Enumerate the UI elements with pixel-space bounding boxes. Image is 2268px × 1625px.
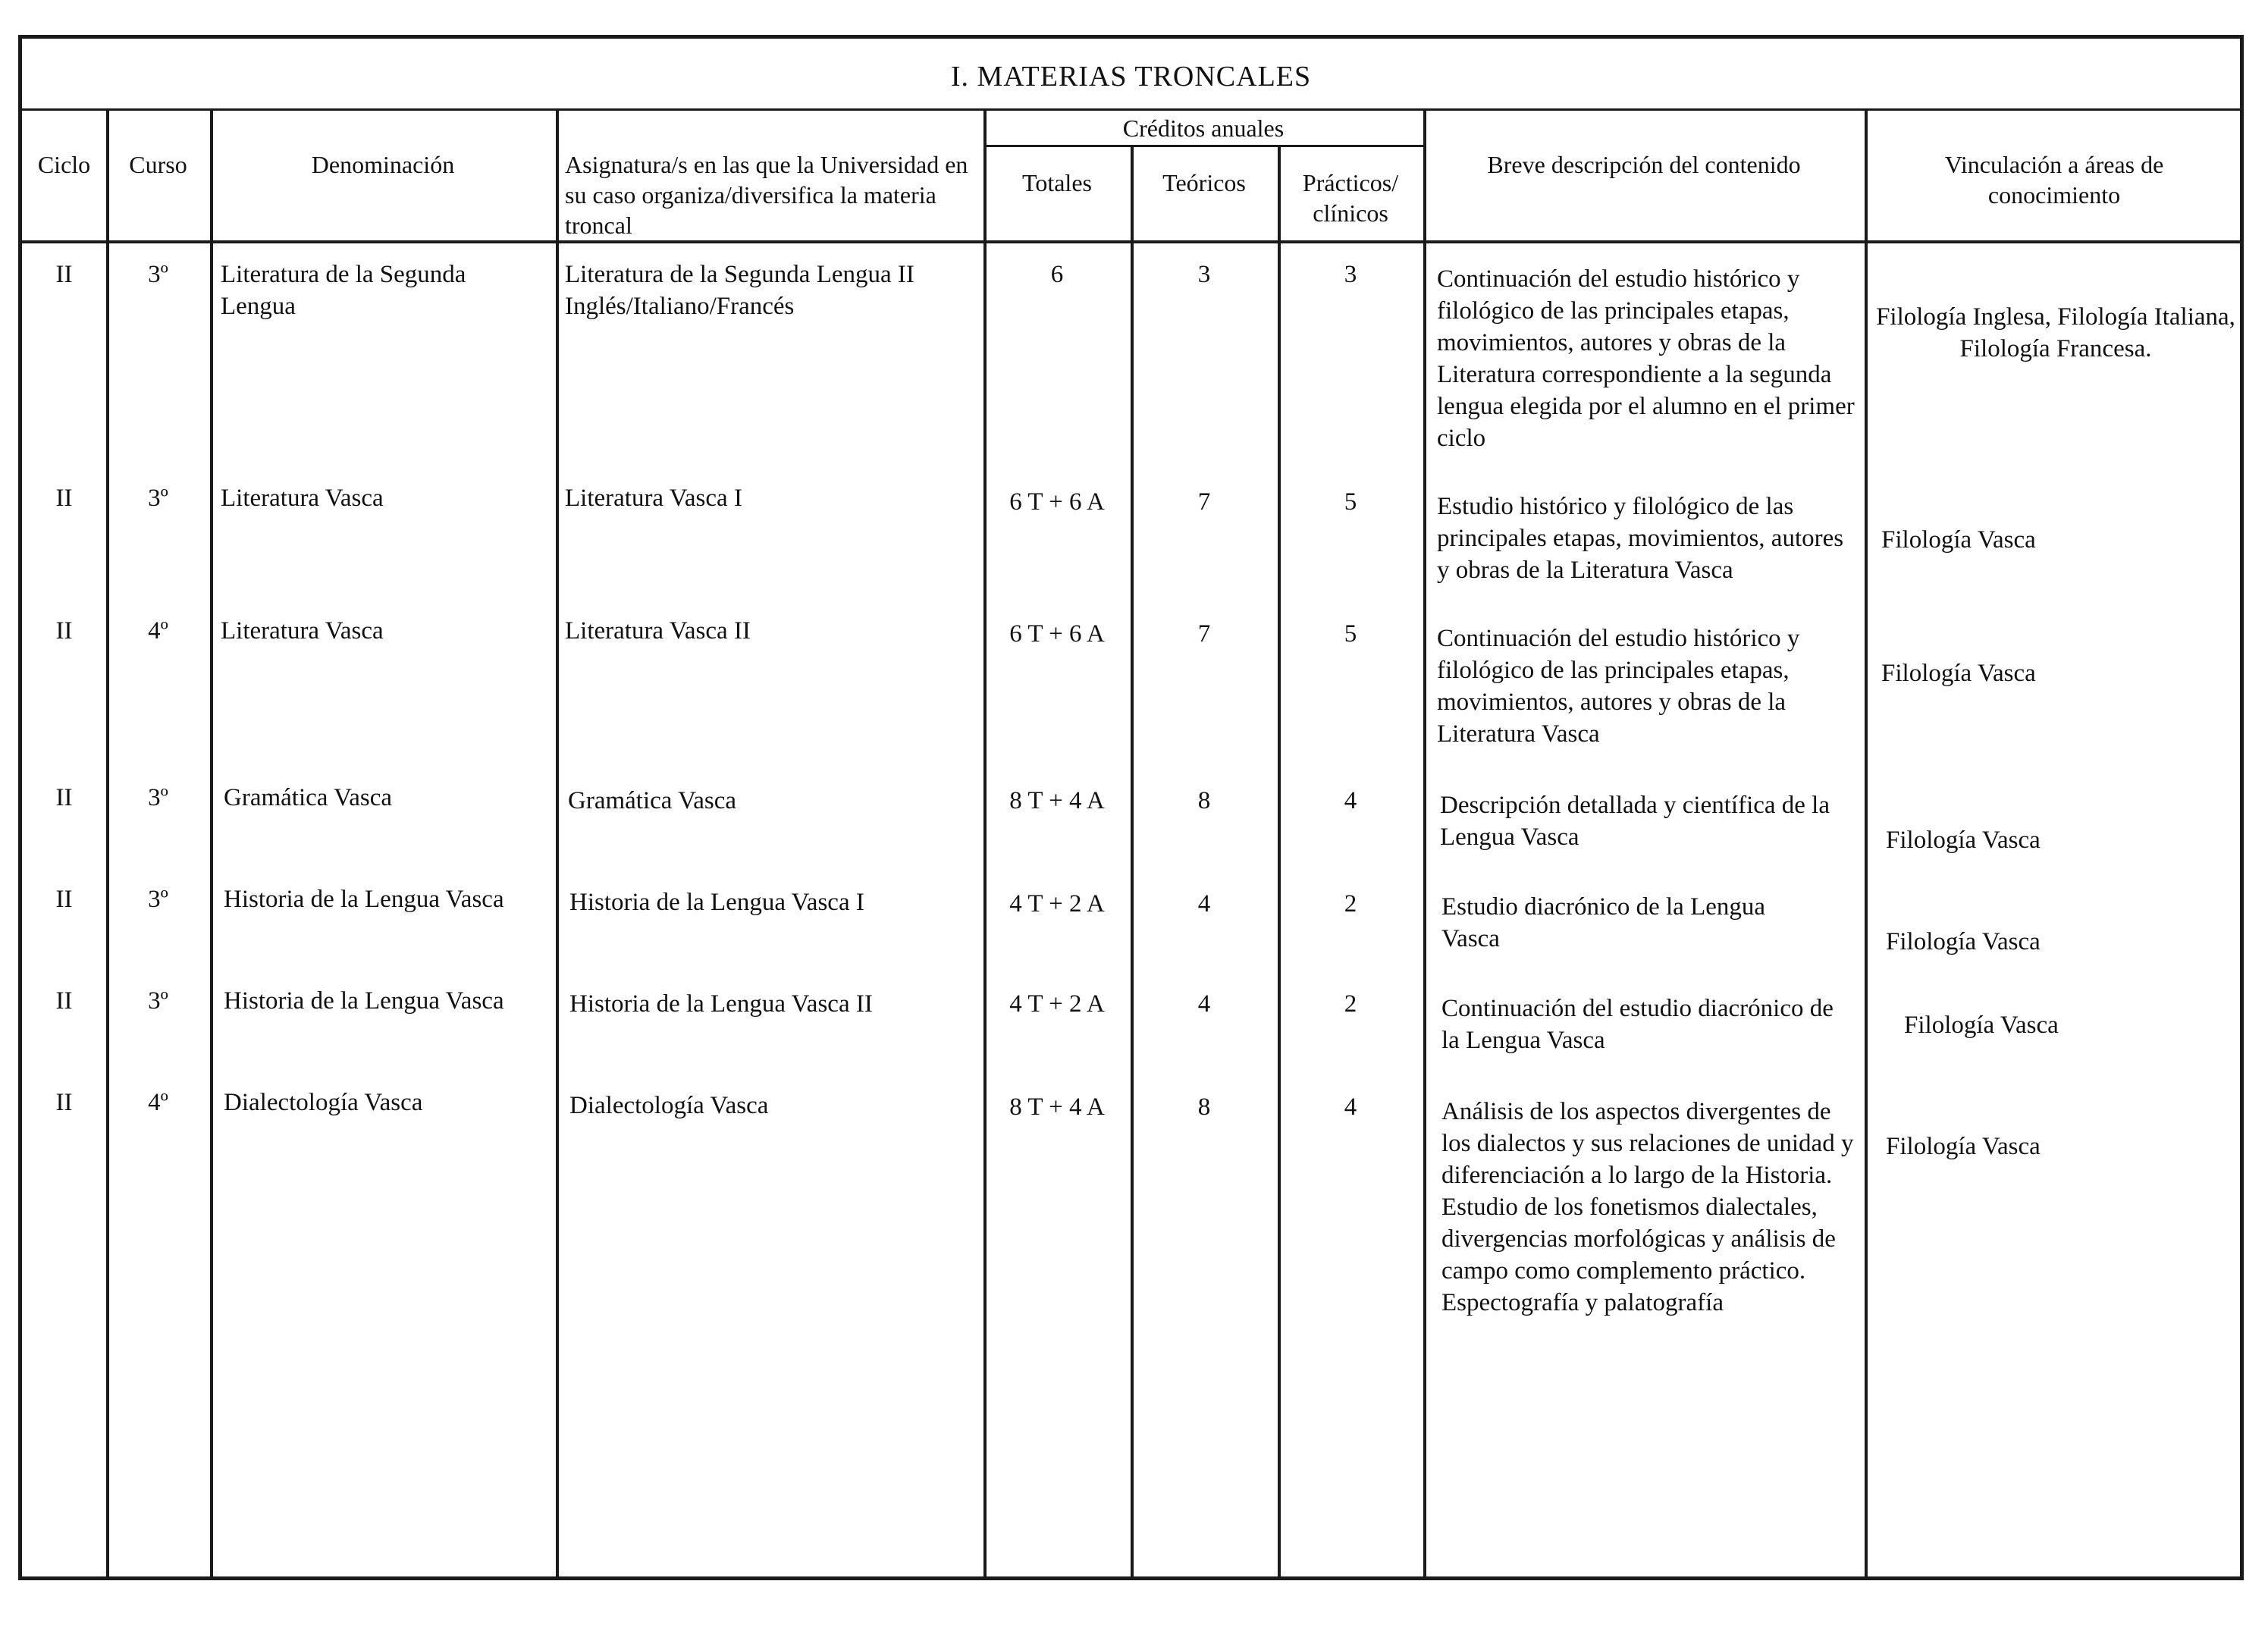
row-7-curso: 4º (148, 1089, 168, 1116)
row-4-asignatura: Gramática Vasca (568, 787, 737, 814)
col-divider-3 (556, 108, 559, 1576)
row-6-denominacion: Historia de la Lengua Vasca (224, 987, 504, 1015)
row-3-practicos: 5 (1344, 620, 1357, 648)
row-3-teoricos: 7 (1197, 620, 1211, 648)
col-divider-4 (983, 108, 987, 1576)
row-7-asignatura: Dialectología Vasca (569, 1092, 769, 1119)
title-divider (22, 108, 2240, 111)
header-totales: Totales (1022, 169, 1092, 196)
row-6-teoricos: 4 (1197, 990, 1211, 1018)
row-4-vinculacion: Filología Vasca (1886, 827, 2041, 854)
row-5-totales: 4 T + 2 A (1009, 890, 1105, 918)
row-7-practicos: 4 (1344, 1093, 1357, 1121)
row-4-curso: 3º (148, 784, 168, 811)
troncales-table (18, 35, 2244, 1580)
row-6-asignatura: Historia de la Lengua Vasca II (569, 990, 873, 1018)
row-3-asignatura: Literatura Vasca II (565, 617, 751, 645)
row-4-totales: 8 T + 4 A (1009, 787, 1105, 814)
row-5-practicos: 2 (1344, 890, 1357, 918)
row-6-ciclo: II (55, 987, 73, 1015)
row-3-vinculacion: Filología Vasca (1881, 660, 2036, 687)
row-5-ciclo: II (55, 886, 73, 913)
row-4-teoricos: 8 (1197, 787, 1211, 814)
row-6-descripcion: Continuación del estudio diacrónico de la Lengua Vasca (1441, 995, 1834, 1054)
row-7-descripcion: Análisis de los aspectos divergentes de los dialectos y sus relaciones de unidad y diferenciación a lo largo de la Historia. Estudio de los fonetismos dialectales, divergencias morfológicas y análisis de campo como complemento práctico. Espectografía y palatografía (1441, 1098, 1854, 1316)
row-1-curso: 3º (148, 261, 168, 288)
row-1-vinculacion: Filología Inglesa, Filología Italiana, Filología Francesa. (1876, 303, 2235, 362)
col-divider-5 (1131, 145, 1134, 1576)
row-1-descripcion: Continuación del estudio histórico y filológico de las principales etapas, movimientos, autores y obras de la Literatura correspondiente a la segunda lengua elegida por el alumno en el primer ciclo (1437, 265, 1855, 452)
row-2-asignatura: Literatura Vasca I (565, 485, 742, 512)
row-6-vinculacion: Filología Vasca (1904, 1012, 2059, 1039)
row-3-ciclo: II (55, 617, 73, 645)
row-4-practicos: 4 (1344, 787, 1357, 814)
row-5-denominacion: Historia de la Lengua Vasca (224, 886, 504, 913)
row-1-denominacion: Literatura de la Segunda Lengua (221, 261, 466, 320)
row-2-practicos: 5 (1344, 488, 1357, 516)
row-5-curso: 3º (148, 886, 168, 913)
row-2-curso: 3º (148, 485, 168, 512)
header-descripcion: Breve descripción del contenido (1487, 151, 1801, 178)
row-4-ciclo: II (55, 784, 73, 811)
col-divider-8 (1865, 108, 1868, 1576)
row-7-ciclo: II (55, 1089, 73, 1116)
row-7-totales: 8 T + 4 A (1009, 1093, 1105, 1121)
row-3-denominacion: Literatura Vasca (221, 617, 384, 645)
row-2-totales: 6 T + 6 A (1009, 488, 1105, 516)
row-6-totales: 4 T + 2 A (1009, 990, 1105, 1018)
col-divider-7 (1423, 108, 1426, 1576)
row-1-teoricos: 3 (1197, 261, 1211, 288)
row-7-vinculacion: Filología Vasca (1886, 1133, 2041, 1160)
col-divider-6 (1278, 145, 1281, 1576)
row-5-asignatura: Historia de la Lengua Vasca I (569, 889, 864, 916)
row-7-teoricos: 8 (1197, 1093, 1211, 1121)
row-3-curso: 4º (148, 617, 168, 645)
row-5-vinculacion: Filología Vasca (1886, 928, 2041, 955)
row-2-vinculacion: Filología Vasca (1881, 526, 2036, 554)
header-practicos: Prácticos/ clínicos (1302, 169, 1399, 227)
table-title: I. MATERIAS TRONCALES (950, 61, 1312, 93)
header-creditos: Créditos anuales (1122, 115, 1285, 142)
row-5-descripcion: Estudio diacrónico de la Lengua Vasca (1441, 893, 1766, 952)
header-teoricos: Teóricos (1162, 169, 1246, 196)
row-3-totales: 6 T + 6 A (1009, 620, 1105, 648)
row-1-totales: 6 (1050, 261, 1064, 288)
row-2-ciclo: II (55, 485, 73, 512)
row-7-denominacion: Dialectología Vasca (224, 1089, 423, 1116)
header-asignatura: Asignatura/s en las que la Universidad en su caso organiza/diversifica la materia troncal (565, 151, 968, 239)
col-divider-1 (106, 108, 109, 1576)
col-divider-2 (210, 108, 213, 1576)
row-1-practicos: 3 (1344, 261, 1357, 288)
row-6-practicos: 2 (1344, 990, 1357, 1018)
row-1-ciclo: II (55, 261, 73, 288)
row-4-denominacion: Gramática Vasca (224, 784, 393, 811)
header-denominacion: Denominación (311, 151, 455, 178)
header-curso: Curso (129, 151, 187, 178)
row-1-asignatura: Literatura de la Segunda Lengua II Inglés/Italiano/Francés (565, 261, 914, 320)
row-2-denominacion: Literatura Vasca (221, 485, 384, 512)
row-2-descripcion: Estudio histórico y filológico de las principales etapas, movimientos, autores y obras de la Literatura Vasca (1437, 493, 1844, 584)
row-2-teoricos: 7 (1197, 488, 1211, 516)
header-ciclo: Ciclo (37, 151, 91, 178)
row-6-curso: 3º (148, 987, 168, 1015)
row-4-descripcion: Descripción detallada y científica de la Lengua Vasca (1440, 792, 1830, 851)
creditos-divider (983, 145, 1423, 147)
row-3-descripcion: Continuación del estudio histórico y filológico de las principales etapas, movimientos, autores y obras de la Literatura Vasca (1437, 625, 1800, 748)
row-5-teoricos: 4 (1197, 890, 1211, 918)
header-vinculacion: Vinculación a áreas de conocimiento (1944, 151, 2164, 209)
